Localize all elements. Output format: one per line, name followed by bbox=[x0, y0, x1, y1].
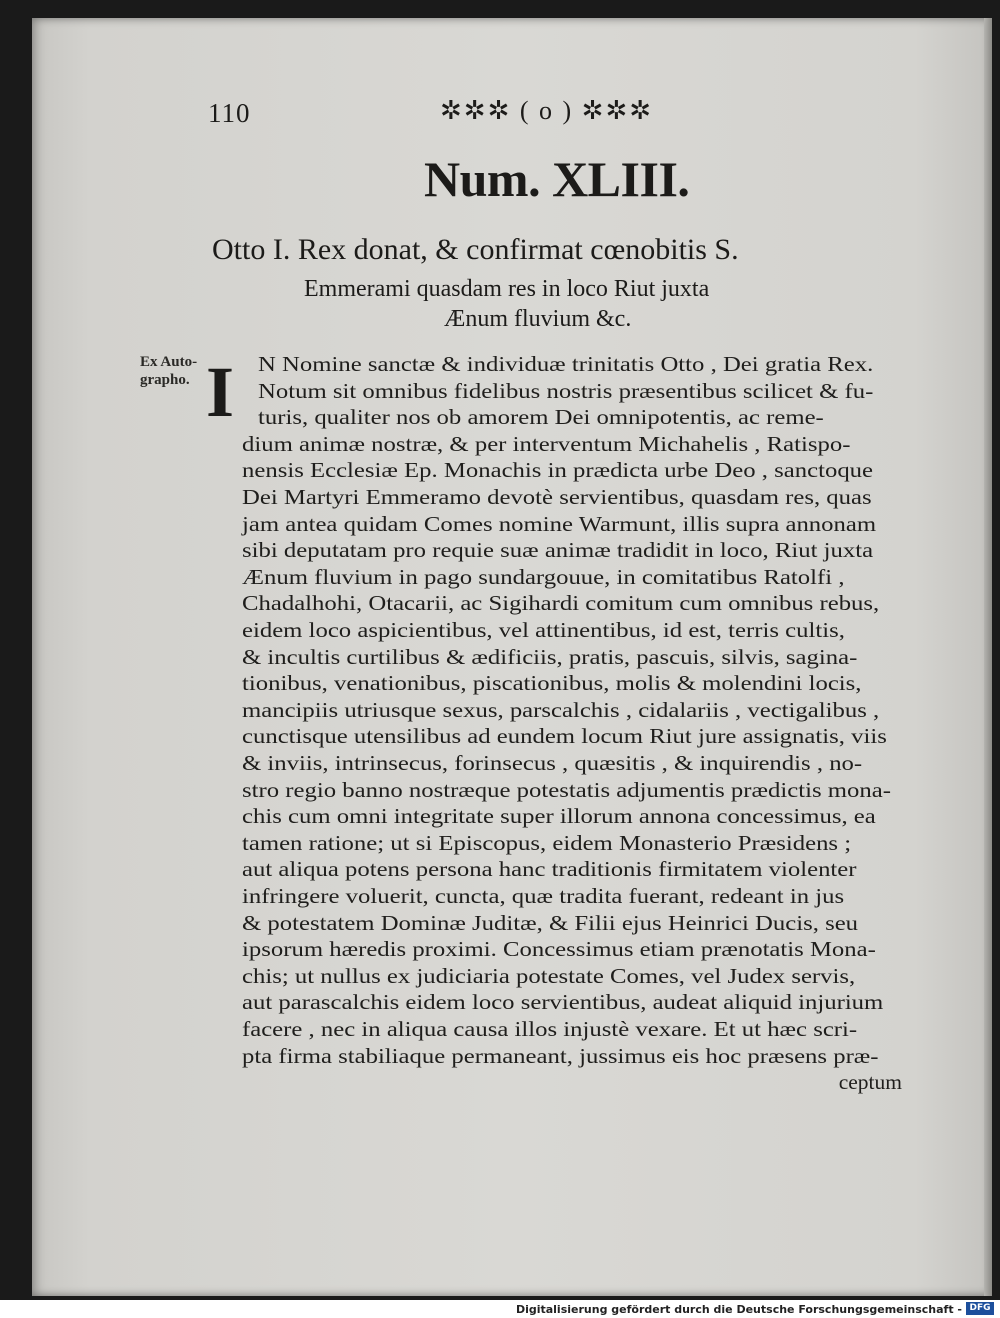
drop-cap: I bbox=[206, 352, 235, 432]
footer-credit: Digitalisierung gefördert durch die Deutsche Forschungsgemeinschaft - bbox=[515, 1303, 962, 1316]
body-line: & inviis, intrinsecus, forinsecus , quæsitis , & inquirendis , no- bbox=[242, 751, 863, 775]
body-line: turis, qualiter nos ob amorem Dei omnipotentis, ac reme- bbox=[258, 405, 824, 430]
document-heading: Num. XLIII. bbox=[424, 151, 690, 207]
body-line: mancipiis utriusque sexus, parscalchis , cidalariis , vectigalibus , bbox=[242, 697, 880, 722]
body-line: ipsorum hæredis proximi. Concessimus etiam prænotatis Mona- bbox=[242, 937, 876, 962]
body-line: aut parascalchis eidem loco servientibus, audeat aliquid injurium bbox=[242, 990, 884, 1015]
title-line: Emmerami quasdam res in loco Riut juxta bbox=[304, 276, 710, 302]
page-edge bbox=[984, 18, 992, 1296]
body-line: tamen ratione; ut si Episcopus, eidem Monasterio Præsidens ; bbox=[242, 830, 852, 855]
body-line: aut aliqua potens persona hanc traditionis firmitatem violenter bbox=[242, 857, 857, 882]
title-line: Otto I. Rex donat, & confirmat cœnobitis S. bbox=[212, 233, 739, 266]
body-line: sibi deputatam pro requie suæ animæ tradidit in loco, Riut juxta bbox=[242, 538, 874, 563]
margin-note: Ex Auto- bbox=[140, 354, 198, 370]
body-line: Notum sit omnibus fidelibus nostris præsentibus scilicet & fu- bbox=[258, 378, 874, 403]
body-line: jam antea quidam Comes nomine Warmunt, illis supra annonam bbox=[242, 511, 877, 536]
dfg-logo: DFG bbox=[966, 1302, 994, 1315]
body-line: Dei Martyri Emmeramo devotè servientibus, quasdam res, quas bbox=[242, 485, 872, 509]
body-line: dium animæ nostræ, & per interventum Michahelis , Ratispo- bbox=[242, 431, 851, 456]
title-line: Ænum fluvium &c. bbox=[444, 306, 632, 332]
body-line: nensis Ecclesiæ Ep. Monachis in prædicta urbe Deo , sanctoque bbox=[242, 458, 874, 483]
body-line: chis cum omni integritate super illorum annona concessimus, ea bbox=[242, 804, 876, 829]
margin-note: grapho. bbox=[140, 372, 190, 388]
body-line: cunctisque utensilibus ad eundem locum Riut jure assignatis, viis bbox=[242, 724, 887, 749]
body-line: & incultis curtilibus & ædificiis, pratis, pascuis, silvis, sagina- bbox=[242, 644, 858, 669]
body-line: N Nomine sanctæ & individuæ trinitatis Otto , Dei gratia Rex. bbox=[258, 352, 874, 376]
body-line: pta firma stabiliaque permaneant, jussimus eis hoc præsens præ- bbox=[242, 1043, 879, 1068]
body-line: stro regio banno nostræque potestatis adjumentis prædictis mona- bbox=[242, 777, 891, 802]
body-line: Chadalhohi, Otacarii, ac Sigihardi comitum cum omnibus rebus, bbox=[242, 591, 880, 616]
body-line: facere , nec in aliqua causa illos injustè vexare. Et ut hæc scri- bbox=[242, 1017, 858, 1041]
body-line: Ænum fluvium in pago sundargouue, in comitatibus Ratolfi , bbox=[242, 564, 845, 589]
body-line: chis; ut nullus ex judiciaria potestate Comes, vel Judex servis, bbox=[242, 963, 856, 988]
page-number: 110 bbox=[208, 98, 251, 128]
body-line: infringere voluerit, cuncta, quæ tradita fuerant, redeant in jus bbox=[242, 884, 845, 908]
header-ornament: ✲✲✲ ( o ) ✲✲✲ bbox=[440, 96, 654, 125]
body-line: & potestatem Dominæ Juditæ, & Filii ejus Heinrici Ducis, seu bbox=[242, 910, 859, 935]
body-line: eidem loco aspicientibus, vel attinentibus, id est, terris cultis, bbox=[242, 618, 845, 642]
body-line: ceptum bbox=[838, 1070, 902, 1095]
body-line: tionibus, venationibus, piscationibus, molis & molendini locis, bbox=[242, 671, 862, 696]
